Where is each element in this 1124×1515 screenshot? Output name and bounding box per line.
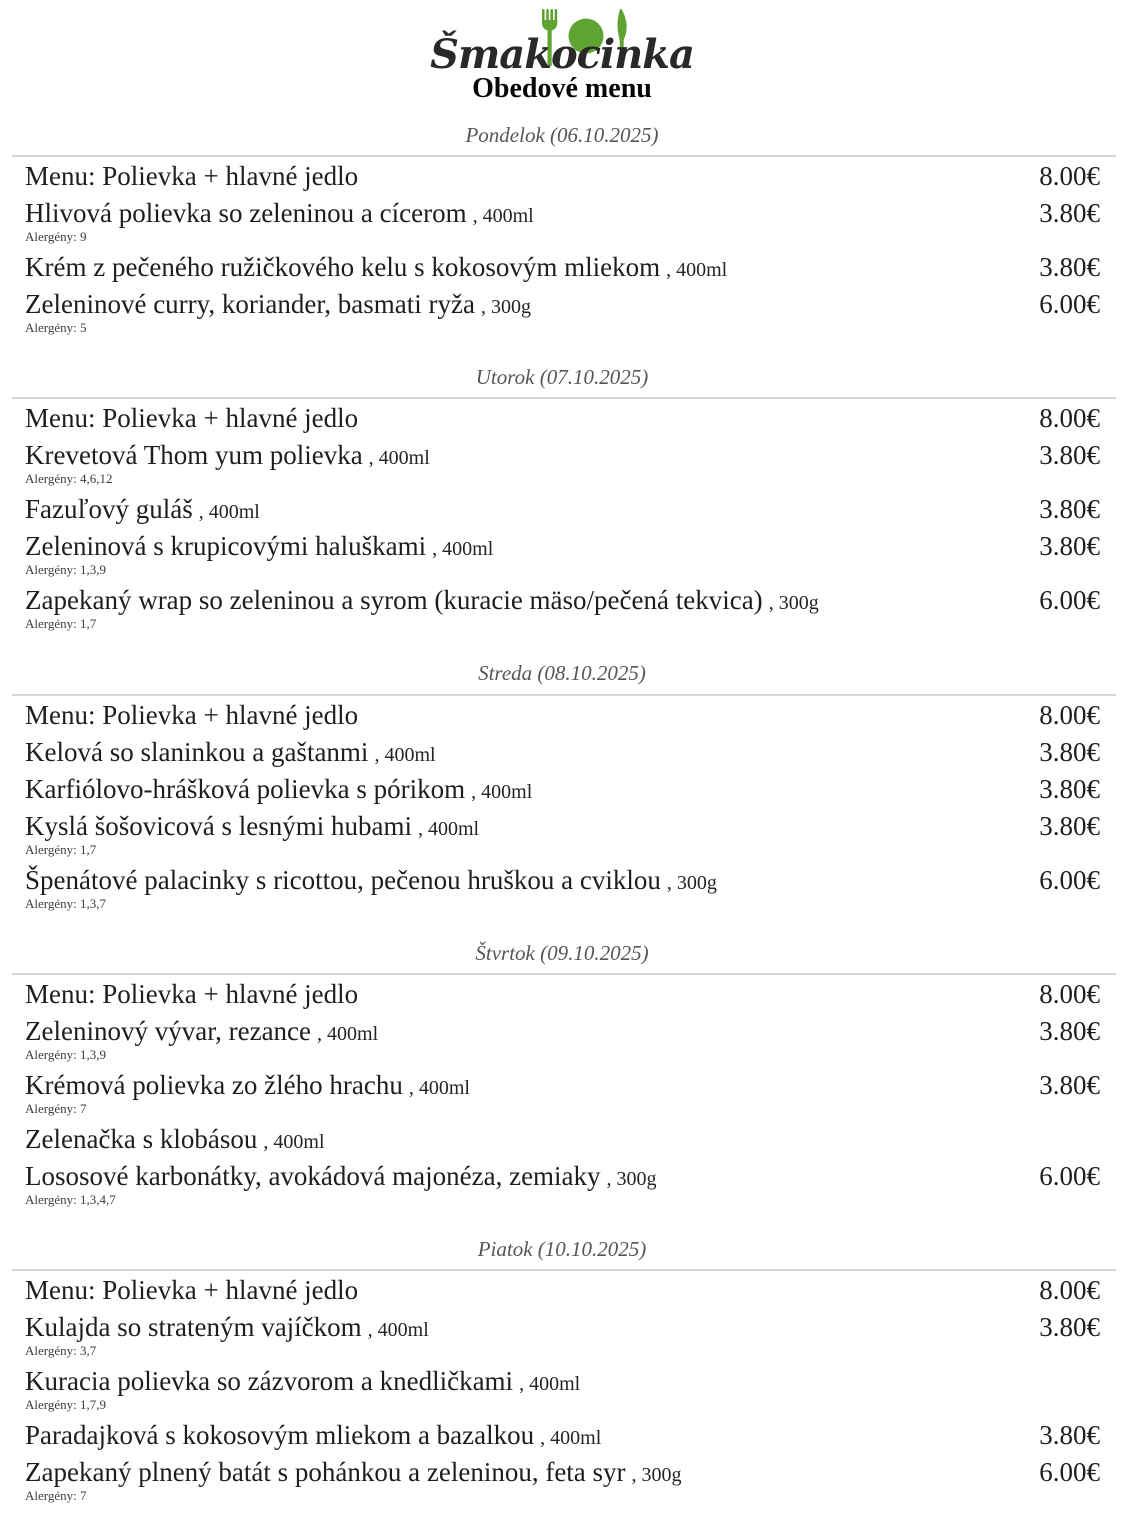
brand-logo	[430, 8, 694, 78]
item-portion: , 400ml	[540, 1426, 602, 1449]
item-price: 3.80€	[1039, 198, 1100, 229]
item-portion: , 400ml	[374, 743, 436, 766]
item-price: 3.80€	[1039, 1419, 1100, 1450]
item-price: 6.00€	[1039, 289, 1100, 320]
item-name: Krémová polievka zo žlého hrachu	[25, 1069, 403, 1100]
item-price: 3.80€	[1039, 1015, 1100, 1046]
item-portion: , 300g	[631, 1463, 682, 1486]
day-heading: Štvrtok (09.10.2025)	[475, 940, 649, 965]
day-section-pondelok	[0, 123, 1124, 347]
item-portion: , 400ml	[198, 501, 260, 524]
menu-item-row	[25, 1311, 1100, 1348]
menu-item-row	[25, 810, 1100, 847]
day-items	[0, 696, 1124, 923]
menu-item-row	[25, 1069, 1100, 1106]
menu-item-row	[25, 288, 1100, 325]
day-items	[0, 1271, 1124, 1515]
day-section-piatok	[0, 1237, 1124, 1515]
item-portion: , 400ml	[368, 447, 430, 470]
item-name: Hlivová polievka so zeleninou a cícerom	[25, 198, 467, 229]
item-name: Kyslá šošovicová s lesnými hubami	[25, 810, 412, 841]
item-name: Krém z pečeného ružičkového kelu s kokosovým mliekom	[25, 252, 661, 283]
item-portion: , 400ml	[263, 1130, 325, 1153]
item-name: Menu: Polievka + hlavné jedlo	[25, 403, 359, 434]
item-name: Karfiólovo-hrášková polievka s pórikom	[25, 773, 466, 804]
menu-item-row	[25, 493, 1100, 530]
item-price: 8.00€	[1039, 699, 1100, 730]
item-allergens: Alergény: 1,3,9	[25, 1046, 106, 1062]
item-portion: , 400ml	[317, 1022, 379, 1045]
item-portion: , 400ml	[408, 1076, 470, 1099]
item-portion: , 400ml	[472, 205, 534, 228]
menu-item-row	[25, 197, 1100, 234]
item-allergens: Alergény: 7	[25, 1487, 87, 1503]
menu-item-row	[25, 251, 1100, 288]
item-price: 3.80€	[1039, 531, 1100, 562]
item-portion: , 400ml	[417, 817, 480, 840]
day-heading: Piatok (10.10.2025)	[477, 1236, 647, 1261]
menu-item-row	[25, 736, 1100, 773]
item-name: Fazuľový guláš	[25, 494, 193, 525]
menu-item-row	[25, 160, 1100, 197]
menu-item-row	[25, 1015, 1100, 1052]
menu-item-row	[25, 402, 1100, 439]
item-allergens: Alergény: 1,7	[25, 616, 97, 632]
item-name: Zapekaný wrap so zeleninou a syrom (kuracie mäso/pečená tekvica)	[25, 585, 763, 616]
menu-item-row	[25, 1274, 1100, 1311]
menu-item-row	[25, 1365, 1100, 1402]
item-price: 3.80€	[1039, 252, 1100, 283]
item-price: 3.80€	[1039, 1311, 1100, 1342]
item-name: Menu: Polievka + hlavné jedlo	[25, 699, 359, 730]
item-portion: , 400ml	[519, 1372, 581, 1395]
item-price: 6.00€	[1039, 1160, 1100, 1191]
item-name: Zapekaný plnený batát s pohánkou a zeleninou, feta syr	[25, 1456, 626, 1487]
header	[0, 8, 1124, 105]
item-allergens: Alergény: 1,3,7	[25, 895, 106, 911]
day-heading: Pondelok (06.10.2025)	[465, 123, 659, 148]
item-name: Kelová so slaninkou a gaštanmi	[25, 736, 369, 767]
item-allergens: Alergény: 7	[25, 1100, 87, 1116]
item-price: 8.00€	[1039, 161, 1100, 192]
day-section-streda	[0, 661, 1124, 922]
day-items	[0, 975, 1124, 1219]
day-items	[0, 157, 1124, 347]
item-price: 3.80€	[1039, 736, 1100, 767]
item-allergens: Alergény: 1,7	[25, 841, 97, 857]
item-name: Špenátové palacinky s ricottou, pečenou hruškou a cviklou	[25, 864, 661, 895]
item-allergens: Alergény: 5	[25, 320, 87, 336]
item-price: 6.00€	[1039, 864, 1100, 895]
item-name: Lososové karbonátky, avokádová majonéza, zemiaky	[25, 1160, 601, 1191]
item-price: 8.00€	[1039, 978, 1100, 1009]
item-portion: , 400ml	[666, 259, 728, 282]
item-allergens: Alergény: 9	[25, 229, 87, 245]
item-price: 8.00€	[1039, 403, 1100, 434]
item-name: Menu: Polievka + hlavné jedlo	[25, 1274, 359, 1305]
item-allergens: Alergény: 4,6,12	[25, 471, 113, 487]
menu-item-row	[25, 584, 1100, 621]
item-portion: , 400ml	[432, 538, 494, 561]
menu-item-row	[25, 864, 1100, 901]
item-name: Zeleninový vývar, rezance	[25, 1015, 312, 1046]
item-allergens: Alergény: 3,7	[25, 1342, 97, 1358]
item-price: 3.80€	[1039, 494, 1100, 525]
item-portion: , 400ml	[471, 780, 533, 803]
brand-name: Šmakocinka	[430, 31, 694, 78]
day-section-utorok	[0, 365, 1124, 643]
menu-item-row	[25, 1419, 1100, 1456]
item-price: 6.00€	[1039, 585, 1100, 616]
item-name: Paradajková s kokosovým mliekom a bazalkou	[25, 1419, 535, 1450]
item-price: 6.00€	[1039, 1456, 1100, 1487]
item-price: 3.80€	[1039, 773, 1100, 804]
item-portion: , 300g	[480, 296, 531, 319]
item-name: Zeleninové curry, koriander, basmati ryža	[25, 289, 475, 320]
day-heading: Streda (08.10.2025)	[478, 661, 646, 686]
item-allergens: Alergény: 1,3,9	[25, 562, 106, 578]
menu-item-row	[25, 439, 1100, 476]
item-name: Kulajda so strateným vajíčkom	[25, 1311, 362, 1342]
item-price: 8.00€	[1039, 1274, 1100, 1305]
menu-item-row	[25, 699, 1100, 736]
item-portion: , 400ml	[367, 1318, 429, 1341]
item-name: Zelenačka s klobásou	[25, 1123, 258, 1154]
item-name: Menu: Polievka + hlavné jedlo	[25, 978, 359, 1009]
item-allergens: Alergény: 1,3,4,7	[25, 1191, 116, 1207]
item-price: 3.80€	[1039, 1069, 1100, 1100]
item-name: Krevetová Thom yum polievka	[25, 440, 363, 471]
item-portion: , 300g	[606, 1167, 657, 1190]
item-name: Zeleninová s krupicovými haluškami	[25, 531, 427, 562]
day-heading: Utorok (07.10.2025)	[475, 365, 649, 390]
item-portion: , 300g	[666, 871, 717, 894]
item-price: 3.80€	[1039, 440, 1100, 471]
menu-item-row	[25, 978, 1100, 1015]
menu-item-row	[25, 1160, 1100, 1197]
item-allergens: Alergény: 1,7,9	[25, 1396, 106, 1412]
item-portion: , 300g	[768, 592, 819, 615]
item-price: 3.80€	[1039, 810, 1100, 841]
menu-item-row	[25, 773, 1100, 810]
menu-item-row	[25, 1123, 1100, 1160]
menu-item-row	[25, 1456, 1100, 1493]
menu-item-row	[25, 530, 1100, 567]
page-title: Obedové menu	[472, 73, 652, 104]
day-items	[0, 399, 1124, 643]
item-name: Menu: Polievka + hlavné jedlo	[25, 161, 359, 192]
item-name: Kuracia polievka so zázvorom a knedličkami	[25, 1365, 514, 1396]
day-section-stvrtok	[0, 941, 1124, 1219]
